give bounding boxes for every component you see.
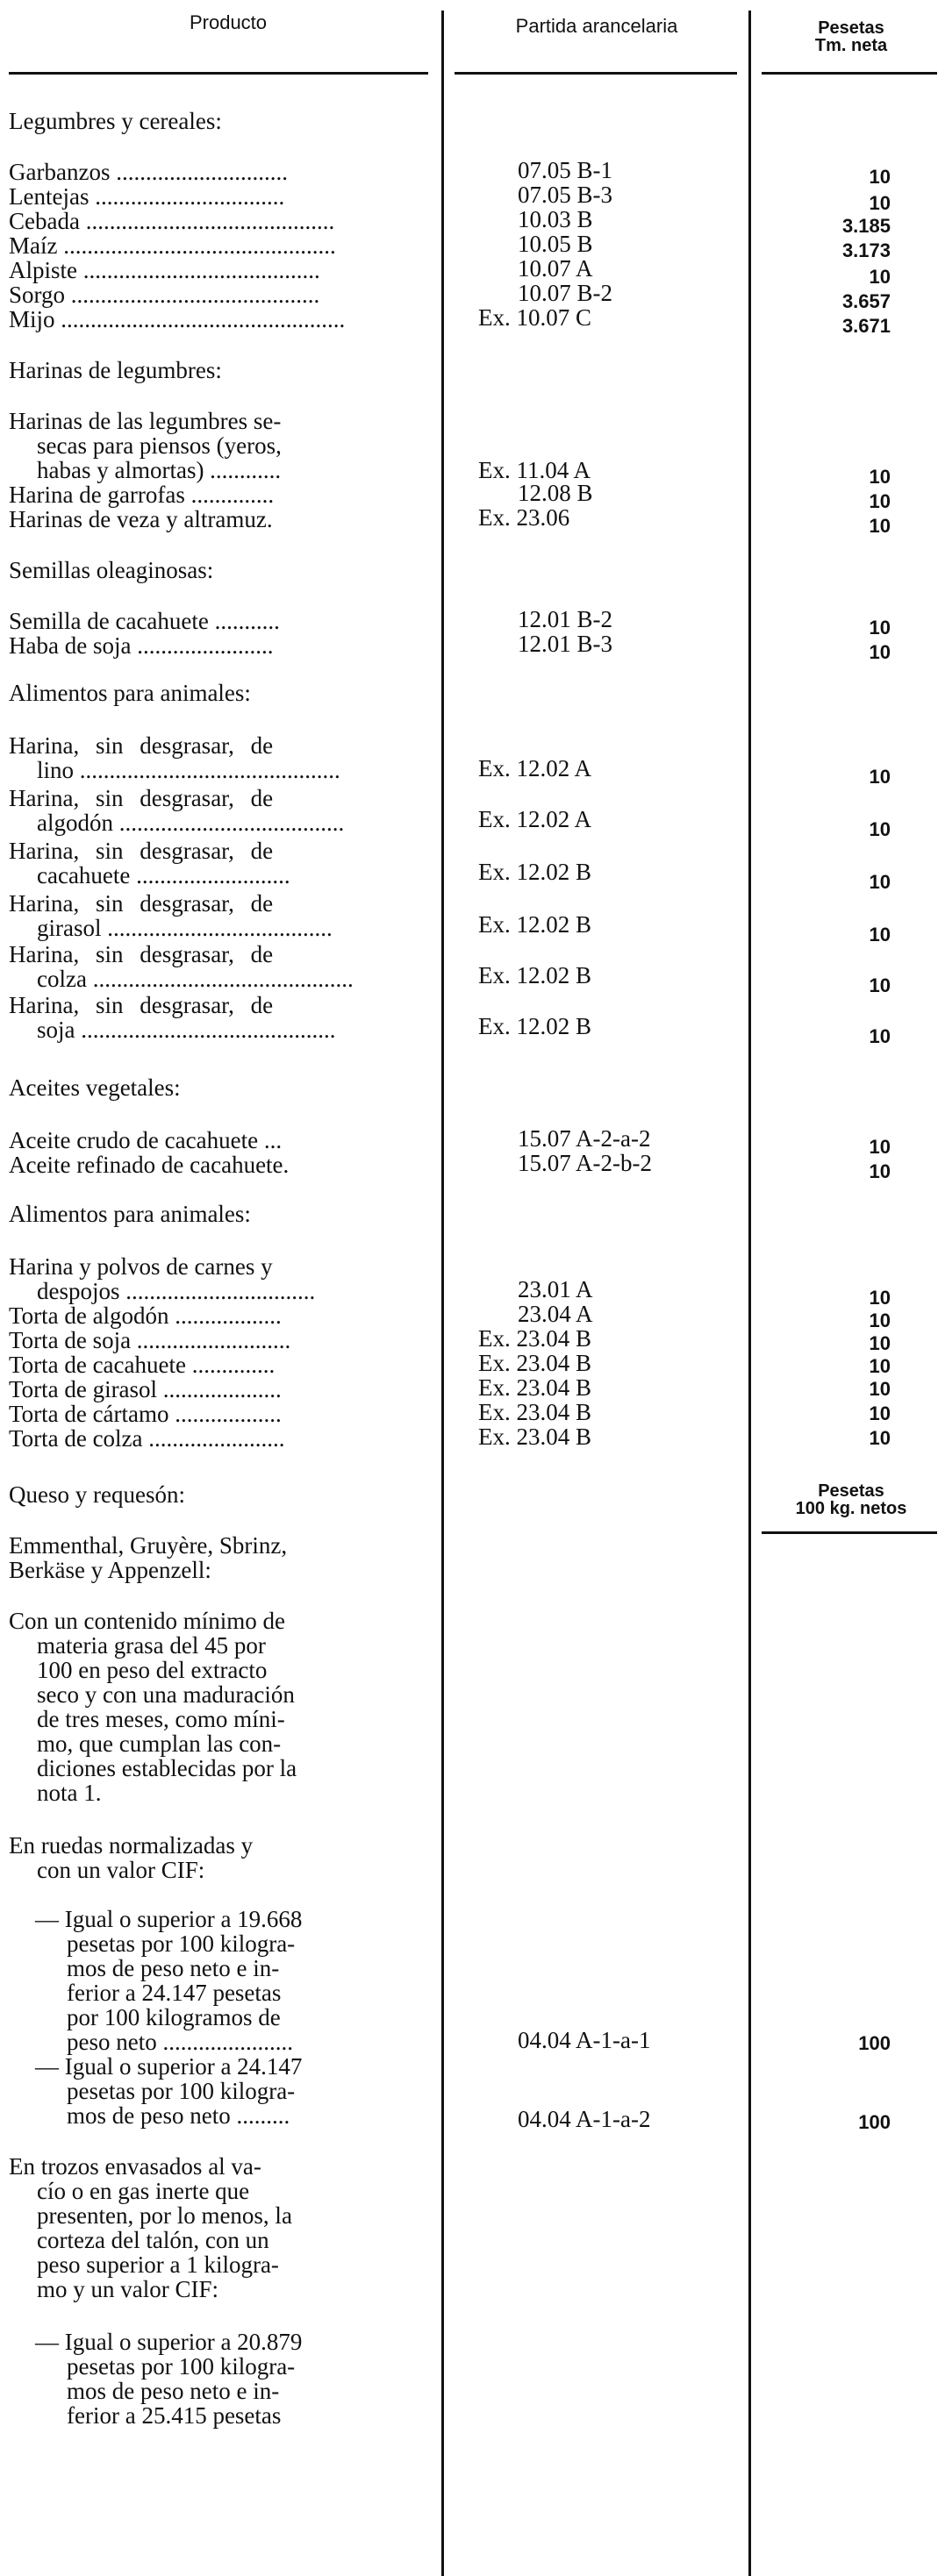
section-aceites: Aceites vegetales: — [9, 1074, 181, 1101]
row-prefix-girasol: Harina, sin desgrasar, de — [9, 890, 274, 917]
row-prefix-cacahuete: Harina, sin desgrasar, de — [9, 838, 274, 864]
row-code-sorgo: 10.07 B-2 — [518, 280, 612, 306]
row-value-sorgo: 3.657 — [841, 290, 891, 312]
row-label-alpiste: Alpiste ........................................ — [9, 257, 320, 283]
row-label-torta-soja: Torta de soja .......................... — [9, 1327, 291, 1353]
row-code-algodon: Ex. 12.02 A — [478, 806, 592, 832]
queso-a-code: 04.04 A-1-a-1 — [518, 2027, 651, 2053]
queso-b-2: pesetas por 100 kilogra- — [67, 2078, 296, 2104]
row-value-carnes: 10 — [869, 1287, 891, 1309]
row-label-aceite-refinado: Aceite refinado de cacahuete. — [9, 1152, 290, 1178]
queso-ruedas-2: con un valor CIF: — [37, 1857, 205, 1883]
row-code-harinas-legumbres: Ex. 11.04 A — [478, 457, 591, 483]
row-code-veza: Ex. 23.06 — [478, 504, 570, 531]
row-label-algodon: algodón ...................................... — [37, 810, 345, 836]
queso-trozos-1: En trozos envasados al va- — [9, 2153, 261, 2180]
row-label-maiz: Maíz .............................................. — [9, 232, 336, 259]
row-label-sorgo: Sorgo .......................................... — [9, 282, 320, 308]
row-label-torta-cartamo: Torta de cártamo .................. — [9, 1401, 282, 1427]
header-rule-1 — [9, 72, 428, 75]
column-divider-2 — [748, 11, 751, 2576]
section-legumbres: Legumbres y cereales: — [9, 108, 222, 134]
row-code-aceite-crudo: 15.07 A-2-a-2 — [518, 1125, 651, 1152]
row-label-colza: colza ............................................ — [37, 966, 354, 992]
row-label-carnes-1: Harina y polvos de carnes y — [9, 1253, 273, 1280]
header-rule-2 — [455, 72, 737, 75]
row-value-torta-cartamo: 10 — [869, 1402, 891, 1424]
queso-contenido-3: 100 en peso del extracto — [37, 1657, 268, 1683]
row-code-colza: Ex. 12.02 B — [478, 962, 592, 988]
row-code-maiz: 10.05 B — [518, 231, 593, 257]
row-code-torta-cacahuete: Ex. 23.04 B — [478, 1350, 592, 1376]
row-label-semilla-cacahuete: Semilla de cacahuete ........... — [9, 608, 280, 634]
header-pesetas-100: Pesetas — [818, 1481, 884, 1501]
row-value-torta-algodon: 10 — [869, 1309, 891, 1331]
header-producto: Producto — [189, 11, 268, 33]
row-value-girasol: 10 — [869, 924, 891, 945]
row-code-girasol: Ex. 12.02 B — [478, 911, 592, 938]
header-partida: Partida arancelaria — [515, 15, 678, 37]
header-tm-neta: Tm. neta — [814, 36, 888, 55]
queso-b-1: — Igual o superior a 24.147 — [35, 2053, 303, 2080]
row-code-garbanzos: 07.05 B-1 — [518, 157, 612, 183]
row-code-soja: Ex. 12.02 B — [478, 1013, 592, 1039]
queso-contenido-2: materia grasa del 45 por — [37, 1632, 266, 1659]
row-code-torta-colza: Ex. 23.04 B — [478, 1424, 592, 1450]
row-value-haba-soja: 10 — [869, 641, 891, 663]
queso-contenido-6: mo, que cumplan las con- — [37, 1730, 282, 1757]
row-label-soja: soja ........................................... — [37, 1017, 336, 1043]
row-label-torta-algodon: Torta de algodón .................. — [9, 1302, 282, 1329]
queso-trozos-4: corteza del talón, con un — [37, 2227, 269, 2253]
row-value-harinas-legumbres: 10 — [869, 466, 891, 488]
row-code-torta-soja: Ex. 23.04 B — [478, 1325, 592, 1352]
row-label-veza: Harinas de veza y altramuz. — [9, 506, 273, 532]
row-label-carnes-2: despojos ................................ — [37, 1278, 316, 1304]
header-100-kg-netos: 100 kg. netos — [795, 1499, 907, 1518]
row-code-haba-soja: 12.01 B-3 — [518, 631, 612, 657]
queso-c-1: — Igual o superior a 20.879 — [35, 2329, 303, 2355]
row-value-maiz: 3.173 — [841, 239, 891, 261]
queso-a-6: peso neto ...................... — [67, 2029, 293, 2055]
row-code-lentejas: 07.05 B-3 — [518, 182, 612, 208]
queso-trozos-2: cío o en gas inerte que — [37, 2178, 250, 2204]
row-label-torta-girasol: Torta de girasol .................... — [9, 1376, 282, 1402]
queso-contenido-4: seco y con una maduración — [37, 1681, 295, 1708]
row-label-harinas-legumbres-2: secas para piensos (yeros, — [37, 432, 282, 459]
queso-emmenthal-1: Emmenthal, Gruyère, Sbrinz, — [9, 1532, 288, 1559]
section-alimentos-2: Alimentos para animales: — [9, 1201, 251, 1227]
row-label-torta-cacahuete: Torta de cacahuete .............. — [9, 1352, 276, 1378]
queso-a-2: pesetas por 100 kilogra- — [67, 1930, 296, 1957]
row-code-aceite-refinado: 15.07 A-2-b-2 — [518, 1150, 652, 1176]
queso-b-3: mos de peso neto ......... — [67, 2102, 290, 2129]
row-label-mijo: Mijo ................................................ — [9, 306, 346, 332]
section-harinas-legumbres: Harinas de legumbres: — [9, 357, 222, 383]
queso-header-rule — [762, 1531, 937, 1534]
row-value-torta-girasol: 10 — [869, 1378, 891, 1400]
row-value-semilla-cacahuete: 10 — [869, 617, 891, 639]
queso-a-4: ferior a 24.147 pesetas — [67, 1980, 282, 2006]
queso-c-4: ferior a 25.415 pesetas — [67, 2402, 282, 2429]
queso-contenido-8: nota 1. — [37, 1780, 102, 1806]
row-value-torta-colza: 10 — [869, 1427, 891, 1449]
queso-a-5: por 100 kilogramos de — [67, 2004, 281, 2030]
row-prefix-algodon: Harina, sin desgrasar, de — [9, 785, 274, 811]
queso-b-code: 04.04 A-1-a-2 — [518, 2106, 651, 2132]
row-code-carnes: 23.01 A — [518, 1276, 593, 1302]
row-label-cacahuete: cacahuete .......................... — [37, 862, 290, 888]
row-value-algodon: 10 — [869, 818, 891, 840]
row-code-lino: Ex. 12.02 A — [478, 755, 592, 781]
queso-contenido-1: Con un contenido mínimo de — [9, 1608, 285, 1634]
queso-c-2: pesetas por 100 kilogra- — [67, 2353, 296, 2380]
row-value-garrofas: 10 — [869, 490, 891, 512]
queso-ruedas-1: En ruedas normalizadas y — [9, 1832, 254, 1859]
row-code-cacahuete: Ex. 12.02 B — [478, 859, 592, 885]
row-code-torta-cartamo: Ex. 23.04 B — [478, 1399, 592, 1425]
row-value-lentejas: 10 — [869, 192, 891, 214]
row-value-colza: 10 — [869, 974, 891, 996]
row-value-mijo: 3.671 — [841, 315, 891, 337]
row-label-harinas-legumbres-3: habas y almortas) ............ — [37, 457, 282, 483]
row-value-alpiste: 10 — [869, 266, 891, 288]
queso-a-3: mos de peso neto e in- — [67, 1955, 280, 1981]
section-queso: Queso y requesón: — [9, 1481, 185, 1508]
section-semillas: Semillas oleaginosas: — [9, 557, 214, 583]
row-prefix-colza: Harina, sin desgrasar, de — [9, 941, 274, 967]
row-code-mijo: Ex. 10.07 C — [478, 304, 592, 331]
queso-contenido-7: diciones establecidas por la — [37, 1755, 297, 1781]
row-label-torta-colza: Torta de colza ....................... — [9, 1425, 285, 1452]
header-pesetas: Pesetas — [818, 18, 884, 38]
row-value-cebada: 3.185 — [841, 215, 891, 237]
queso-trozos-3: presenten, por lo menos, la — [37, 2202, 292, 2229]
row-prefix-soja: Harina, sin desgrasar, de — [9, 992, 274, 1018]
row-value-veza: 10 — [869, 515, 891, 537]
queso-contenido-5: de tres meses, como míni- — [37, 1706, 285, 1732]
row-value-soja: 10 — [869, 1025, 891, 1047]
queso-emmenthal-2: Berkäse y Appenzell: — [9, 1557, 211, 1583]
row-code-semilla-cacahuete: 12.01 B-2 — [518, 606, 612, 632]
queso-b-value: 100 — [858, 2111, 891, 2133]
row-label-lentejas: Lentejas ................................ — [9, 183, 285, 210]
row-value-aceite-crudo: 10 — [869, 1136, 891, 1158]
row-label-cebada: Cebada .......................................... — [9, 208, 335, 234]
row-value-cacahuete: 10 — [869, 871, 891, 893]
row-value-garbanzos: 10 — [869, 166, 891, 188]
row-value-aceite-refinado: 10 — [869, 1160, 891, 1182]
row-label-harinas-legumbres-1: Harinas de las legumbres se- — [9, 408, 282, 434]
row-label-lino: lino ............................................ — [37, 757, 340, 783]
row-code-torta-girasol: Ex. 23.04 B — [478, 1374, 592, 1401]
row-code-cebada: 10.03 B — [518, 206, 593, 232]
row-code-garrofas: 12.08 B — [518, 480, 593, 506]
row-label-haba-soja: Haba de soja ....................... — [9, 632, 274, 659]
row-code-alpiste: 10.07 A — [518, 255, 593, 282]
row-label-girasol: girasol ...................................... — [37, 915, 333, 941]
queso-a-value: 100 — [858, 2032, 891, 2054]
section-alimentos-1: Alimentos para animales: — [9, 680, 251, 706]
row-prefix-lino: Harina, sin desgrasar, de — [9, 732, 274, 759]
row-label-garrofas: Harina de garrofas .............. — [9, 482, 275, 508]
header-rule-3 — [762, 72, 937, 75]
row-value-torta-soja: 10 — [869, 1332, 891, 1354]
queso-a-1: — Igual o superior a 19.668 — [35, 1906, 303, 1932]
queso-trozos-5: peso superior a 1 kilogra- — [37, 2251, 279, 2278]
row-label-aceite-crudo: Aceite crudo de cacahuete ... — [9, 1127, 283, 1153]
queso-trozos-6: mo y un valor CIF: — [37, 2276, 218, 2302]
row-value-lino: 10 — [869, 766, 891, 788]
row-code-torta-algodon: 23.04 A — [518, 1301, 593, 1327]
queso-c-3: mos de peso neto e in- — [67, 2378, 280, 2404]
row-label-garbanzos: Garbanzos ............................. — [9, 159, 288, 185]
row-value-torta-cacahuete: 10 — [869, 1355, 891, 1377]
column-divider-1 — [441, 11, 444, 2576]
